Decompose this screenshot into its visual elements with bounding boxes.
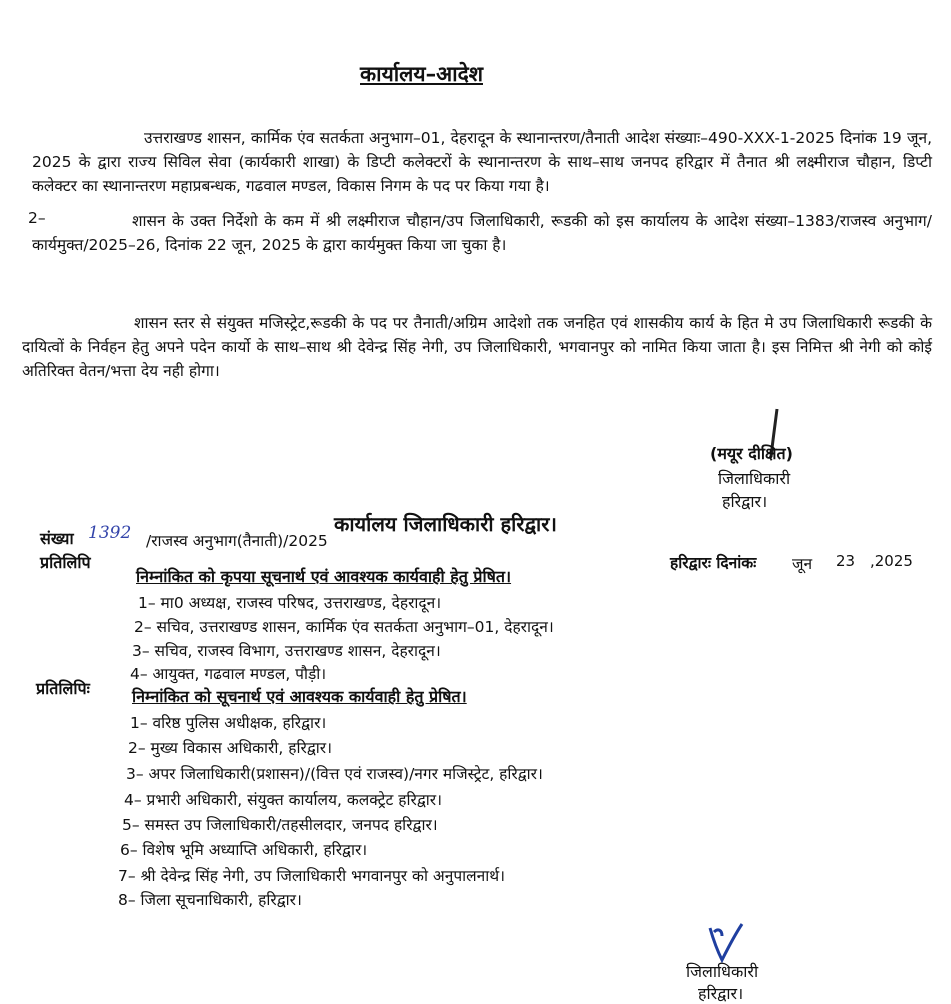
copy2-item: 6– विशेष भूमि अध्याप्ति अधिकारी, हरिद्वार। [120,841,368,859]
copy2-item: 8– जिला सूचनाधिकारी, हरिद्वार। [118,891,302,909]
copy1-item: 4– आयुक्त, गढवाल मण्डल, पौड़ी। [130,665,327,683]
order-paragraph-3: शासन स्तर से संयुक्त मजिस्ट्रेट,रूडकी के पद पर तैनाती/अग्रिम आदेशो तक जनहित एवं शासकीय कार्य के हित मे उप जिलाधिकारी रूडकी के दायित्वों के निर्वहन हेतु अपने पदेन कार्यो के साथ–साथ श्री देवेन्द्र सिंह नेगी, उप जिलाधिकारी, भगवानपुर को नामित किया जाता है। इस निमित्त श्री नेगी को कोई अतिरिक्त वेतन/भत्ता देय नही होगा। [22,314,932,380]
copy2-item: 5– समस्त उप जिलाधिकारी/तहसीलदार, जनपद हरिद्वार। [122,816,438,834]
date-label: हरिद्वारः दिनांकः [670,554,757,572]
date-day: 23 [836,552,856,570]
endorsement-office-title: कार्यालय जिलाधिकारी हरिद्वार। [334,512,557,536]
order-title: कार्यालय–आदेश [360,62,483,86]
order-paragraph-2-number: 2– [28,209,46,227]
copy2-heading: निम्नांकित को सूचनार्थ एवं आवश्यक कार्यवाही हेतु प्रेषित। [132,687,467,706]
copy2-item: 1– वरिष्ठ पुलिस अधीक्षक, हरिद्वार। [130,714,327,732]
date-year: ,2025 [870,552,913,570]
copy2-item: 2– मुख्य विकास अधिकारी, हरिद्वार। [128,739,332,757]
copy1-label: प्रतिलिपि [40,553,91,572]
order-paragraph-2: शासन के उक्त निर्देशो के कम में श्री लक्ष्मीराज चौहान/उप जिलाधिकारी, रूडकी को इस कार्यालय के आदेश संख्या–1383/राजस्व अनुभाग/कार्यमुक्त/2025–26, दिनांक 22 जून, 2025 के द्वारा कार्यमुक्त किया जा चुका है। [32,212,932,254]
copy2-item: 3– अपर जिलाधिकारी(प्रशासन)/(वित्त एवं राजस्व)/नगर मजिस्ट्रेट, हरिद्वार। [126,765,543,783]
endorsement-signatory-place: हरिद्वार। [698,984,744,1003]
copy2-label: प्रतिलिपिः [36,679,90,698]
copy2-item: 7– श्री देवेन्द्र सिंह नेगी, उप जिलाधिकारी भगवानपुर को अनुपालनार्थ। [118,867,506,885]
number-reference: /राजस्व अनुभाग(तैनाती)/2025 [146,532,328,550]
signatory-designation: जिलाधिकारी [718,469,791,488]
copy1-item: 2– सचिव, उत्तराखण्ड शासन, कार्मिक एंव सतर्कता अनुभाग–01, देहरादून। [134,618,554,636]
signatory-name: (मयूर दीक्षित) [710,444,793,463]
copy2-item: 4– प्रभारी अधिकारी, संयुक्त कार्यालय, कलक्ट्रेट हरिद्वार। [124,791,443,809]
copy1-item: 1– मा0 अध्यक्ष, राजस्व परिषद, उत्तराखण्ड, देहरादून। [138,594,442,612]
endorsement-signatory-designation: जिलाधिकारी [686,962,759,981]
handwritten-number: 1392 [88,523,132,543]
number-label: संख्या [40,529,74,548]
signatory-place: हरिद्वार। [722,492,768,511]
date-month: जून [792,555,813,573]
order-paragraph-1: उत्तराखण्ड शासन, कार्मिक एंव सतर्कता अनुभाग–01, देहरादून के स्थानान्तरण/तैनाती आदेश संख्याः–490-XXX-1-2025 दिनांक 19 जून, 2025 के द्वारा राज्य सिविल सेवा (कार्यकारी शाखा) के डिप्टी कलेक्टरों के स्थानान्तरण के साथ–साथ जनपद हरिद्वार में तैनात श्री लक्ष्मीराज चौहान, डिप्टी कलेक्टर का स्थानान्तरण महाप्रबन्धक, गढवाल मण्डल, विकास निगम के पद पर किया गया है। [32,129,932,195]
copy1-item: 3– सचिव, राजस्व विभाग, उत्तराखण्ड शासन, देहरादून। [132,642,441,660]
copy1-heading: निम्नांकित को कृपया सूचनार्थ एवं आवश्यक कार्यवाही हेतु प्रेषित। [136,567,512,586]
